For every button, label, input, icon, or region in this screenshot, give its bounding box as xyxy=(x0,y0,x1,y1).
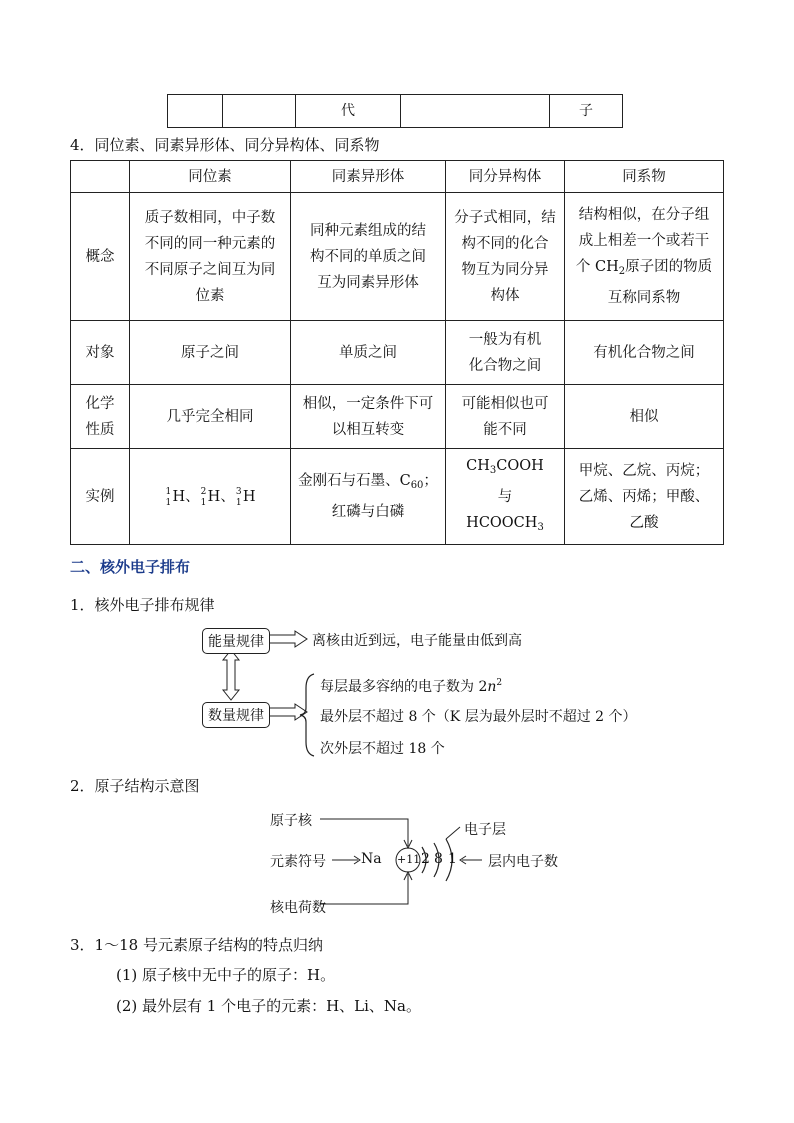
row-label: 概念 xyxy=(71,193,130,321)
table-cell: 单质之间 xyxy=(291,321,446,385)
table-row xyxy=(168,95,623,128)
header-cell: 同素异形体 xyxy=(291,161,446,193)
cell-line: 结构相似，在分子组 xyxy=(578,207,710,223)
cell-line: 性质 xyxy=(85,421,115,438)
table-cell xyxy=(446,385,565,449)
section-title: 1．核外电子排布规律 xyxy=(70,596,215,614)
element-symbol: Na xyxy=(361,851,382,867)
cell-line: 与 xyxy=(497,488,513,505)
table-cell: 有机化合物之间 xyxy=(565,321,724,385)
table-cell: 几乎完全相同 xyxy=(130,385,291,449)
table-cell xyxy=(565,193,724,321)
symbol-label: 元素符号 xyxy=(270,854,326,870)
number-rule-1: 每层最多容纳的电子数为 $2n^2$ xyxy=(320,678,503,695)
cell-line: 互称同系物 xyxy=(607,290,681,306)
table-cell xyxy=(291,193,446,321)
cell-line: 红磷与白磷 xyxy=(331,504,405,520)
table-cell: 原子之间 xyxy=(130,321,291,385)
shell-label: 电子层 xyxy=(464,822,506,838)
header-cell: 同分异构体 xyxy=(446,161,565,193)
table-cell xyxy=(130,449,291,545)
table-cell xyxy=(565,449,724,545)
continued-table xyxy=(167,94,623,128)
formula-text: 原子团的物质 xyxy=(625,259,713,275)
header-cell xyxy=(71,161,130,193)
hollow-double-arrow-icon xyxy=(223,650,239,700)
table-cell xyxy=(401,95,550,128)
table-cell xyxy=(130,193,291,321)
cell-line xyxy=(569,254,719,285)
table-cell: 相似 xyxy=(565,385,724,449)
header-cell: 同位素 xyxy=(130,161,291,193)
cell-line: 同种元素组成的结 xyxy=(310,222,426,239)
cell-line: 可能相似也可 xyxy=(461,395,549,412)
comparison-table xyxy=(70,160,724,545)
electron-count: 8 xyxy=(434,851,443,867)
cell-line: 成上相差一个或若干 xyxy=(578,233,710,249)
subscript: 2 xyxy=(618,266,626,277)
section-title: 2．原子结构示意图 xyxy=(70,777,200,795)
cell-line: 分子式相同，结 xyxy=(454,209,556,226)
cell-line: 化合物之间 xyxy=(468,357,542,374)
table-row xyxy=(71,449,724,545)
table-cell xyxy=(168,95,223,128)
shell-count-label: 层内电子数 xyxy=(488,854,558,870)
cell-line: 构不同的单质之间 xyxy=(310,248,426,265)
table-cell xyxy=(291,449,446,545)
energy-rule-text: 离核由近到远，电子能量由低到高 xyxy=(312,633,522,649)
table-cell xyxy=(291,385,446,449)
number-rule-2: 最外层不超过 8 个（K 层为最外层时不超过 2 个） xyxy=(320,709,637,725)
nuclear-charge: +11 xyxy=(397,853,421,866)
electron-count: 1 xyxy=(448,851,457,867)
table-row xyxy=(71,193,724,321)
cell-line: 甲烷、乙烷、丙烷； xyxy=(578,462,710,479)
table-cell xyxy=(446,193,565,321)
cell-line: 构不同的化合 xyxy=(461,235,549,252)
cell-line: 相似，一定条件下可 xyxy=(302,395,434,412)
pointer-line xyxy=(446,827,460,839)
cell-line: 不同的同一种元素的 xyxy=(144,235,276,252)
charge-label: 核电荷数 xyxy=(270,900,326,916)
pointer-line xyxy=(320,874,408,904)
table-cell xyxy=(446,321,565,385)
number-rule-box: 数量规律 xyxy=(202,702,270,728)
section-title: 3．1～18 号元素原子结构的特点归纳 xyxy=(70,936,323,954)
energy-rule-box: 能量规律 xyxy=(202,628,270,654)
cell-line: 质子数相同，中子数 xyxy=(144,209,276,226)
cell-line: 物互为同分异 xyxy=(461,261,549,278)
row-label: 实例 xyxy=(71,449,130,545)
isotope-notation: 1 1 H、 2 1 H、 3 1 H xyxy=(165,486,256,508)
table-cell: 代 xyxy=(296,95,401,128)
table-cell xyxy=(223,95,296,128)
cell-line: 一般为有机 xyxy=(468,331,542,348)
table-row xyxy=(71,321,724,385)
cell-line: 乙烯、丙烯；甲酸、 xyxy=(578,488,710,505)
table-header-row xyxy=(71,161,724,193)
row-label xyxy=(71,385,130,449)
cell-line: 乙酸 xyxy=(629,514,659,531)
pointer-line xyxy=(320,819,408,846)
cell-line: 构体 xyxy=(490,287,520,304)
electron-count: 2 xyxy=(421,851,430,867)
cell-line: 能不同 xyxy=(483,421,527,438)
cell-line: 位素 xyxy=(195,287,225,304)
brace-icon xyxy=(298,670,318,760)
cell-line: 不同原子之间互为同 xyxy=(144,261,276,278)
cell-line: $HCOOCH_3$ xyxy=(466,514,544,533)
cell-line: 互为同素异形体 xyxy=(317,274,419,291)
cell-line: 化学 xyxy=(85,395,115,412)
hollow-arrow-right-icon xyxy=(267,631,307,647)
header-cell: 同系物 xyxy=(565,161,724,193)
section-title: 4．同位素、同素异形体、同分异构体、同系物 xyxy=(70,136,380,154)
row-label: 对象 xyxy=(71,321,130,385)
section-heading: 二、核外电子排布 xyxy=(70,558,191,576)
nucleus-label: 原子核 xyxy=(270,813,312,829)
list-item: (1) 原子核中无中子的原子：H。 xyxy=(116,966,336,984)
table-cell xyxy=(446,449,565,545)
table-cell: 子 xyxy=(550,95,623,128)
cell-line: $CH_3COOH$ xyxy=(466,457,544,476)
formula-text: 个 CH xyxy=(575,259,619,275)
list-item: (2) 最外层有 1 个电子的元素：H、Li、Na。 xyxy=(116,997,422,1015)
table-row xyxy=(71,385,724,449)
number-rule-3: 次外层不超过 18 个 xyxy=(320,741,445,757)
cell-line: 以相互转变 xyxy=(331,421,405,438)
cell-line: 金刚石与石墨、$C_{60}$； xyxy=(298,473,438,491)
